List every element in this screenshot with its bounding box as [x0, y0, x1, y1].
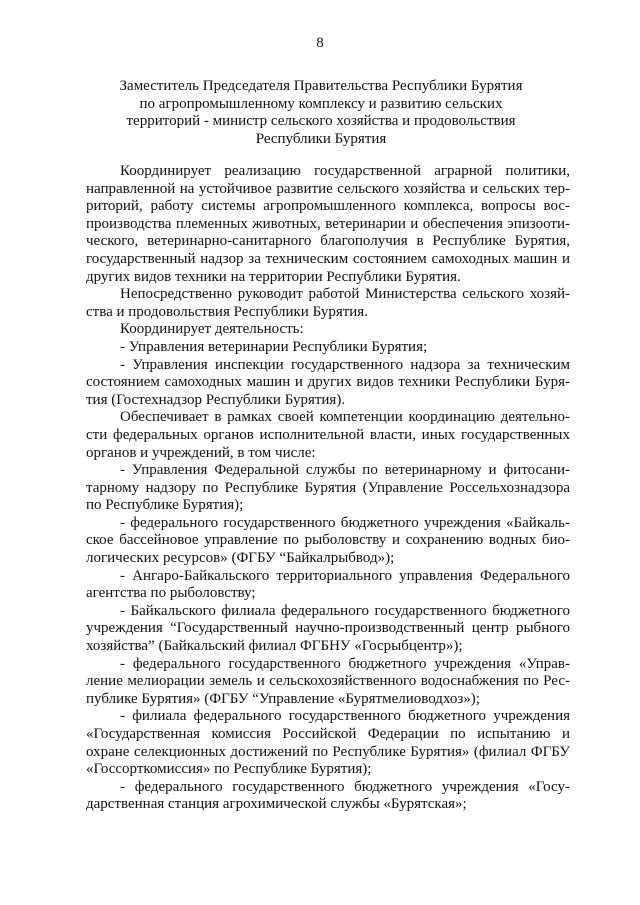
heading-line: Заместитель Председателя Правительства Республики Бурятия — [119, 78, 523, 94]
heading-line: Республики Бурятия — [255, 130, 387, 147]
document-heading — [110, 78, 532, 148]
list-item: - федерального государственного бюджетного учреждения «Управление мелиорации земель и сельскохозяйственного водоснабжения по Республике Бурятия» (ФГБУ “Управление «Бурятмелиоводхоз»); — [86, 655, 570, 707]
paragraph: Непосредственно руководит работой Министерства сельского хозяйства и продовольствия Республики Бурятия. — [86, 286, 570, 320]
list-item: - федерального государственного бюджетного учреждения «Байкальское бассейновое управление по рыболовству и сохранению водных биологических ресурсов» (ФГБУ “Байкалрыбвод»); — [86, 514, 570, 567]
paragraph: Координирует реализацию государственной аграрной политики, направленной на устойчивое развитие сельского хозяйства и сельских территорий, работу системы агропромышленного комплекса, вопросы воспроизводства племенных животных, ветеринарии и обеспечения эпизоотического, ветеринарно-санитарного благополучия в Республике Бурятия, государственный надзор за техническим состоянием самоходных машин и других видов техники на территории Республики Бурятия. — [86, 163, 570, 285]
list-item: - Управления ветеринарии Республики Бурятия; — [120, 338, 428, 355]
list-item: - Ангаро-Байкальского территориального управления Федерального агентства по рыболовству; — [86, 567, 570, 602]
list-item: - Управления инспекции государственного надзора за техническим состоянием самоходных машин и других видов техники Республики Бурятия (Гостехнадзор Республики Бурятия). — [86, 356, 570, 408]
list-item: - Управления Федеральной службы по ветеринарному и фитосанитарному надзору по Республике Бурятия (Управление Россельхознадзора по Республике Бурятия); — [86, 462, 570, 514]
document-body — [86, 163, 570, 814]
list-item: - федерального государственного бюджетного учреждения «Государственная станция агрохимической службы «Бурятская»; — [86, 778, 570, 813]
paragraph: Координирует деятельность: — [120, 321, 304, 338]
heading-line: по агропромышленному комплексу и развитию сельских — [139, 95, 503, 112]
paragraph: Обеспечивает в рамках своей компетенции координацию деятельности федеральных органов исполнительной власти, иных государственных органов и учреждений, в том числе: — [86, 409, 570, 461]
page-number: 8 — [316, 35, 324, 51]
list-item: - филиала федерального государственного бюджетного учреждения «Государственная комиссия Российской Федерации по испытанию и охране селекционных достижений по Республике Бурятия» (филиал ФГБУ «Госсорткомиссия» по Республике Бурятия); — [86, 708, 570, 778]
heading-line: территорий - министр сельского хозяйства и продовольствия — [126, 113, 516, 129]
list-item: - Байкальского филиала федерального государственного бюджетного учреждения “Государственный научно-производственный центр рыбного хозяйства” (Байкальский филиал ФГБНУ «Госрыбцентр»); — [86, 602, 570, 655]
